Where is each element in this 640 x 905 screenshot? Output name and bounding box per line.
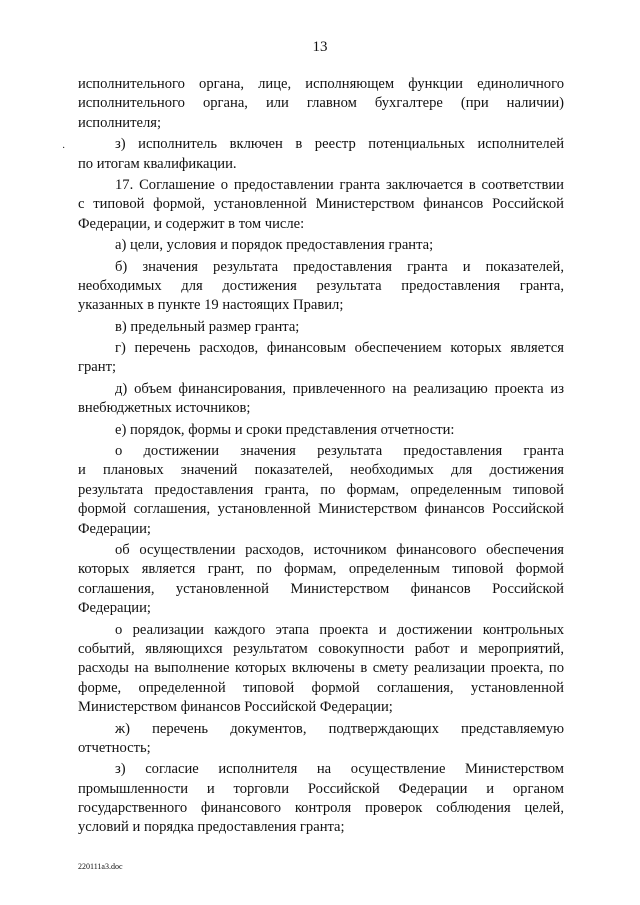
text-line: ж) перечень документов, подтверждающих представляемую: [115, 720, 564, 737]
text-line: и плановых значений показателей, необходимых для достижения: [78, 462, 564, 479]
text-line: исполнительного органа, лице, исполняющем функции единоличного: [78, 76, 564, 92]
margin-mark: ·: [62, 143, 66, 154]
footer-filename: 220111a3.doc: [78, 862, 123, 871]
text-line: событий, являющихся результатом совокупности работ и мероприятий,: [78, 640, 564, 657]
text-line: по итогам квалификации.: [78, 155, 237, 172]
text-line: г) перечень расходов, финансовым обеспечением которых является: [115, 340, 564, 357]
text-line: условий и порядка предоставления гранта;: [78, 819, 345, 836]
text-line: в) предельный размер гранта;: [115, 318, 300, 335]
text-line: е) порядок, формы и сроки представления отчетности:: [115, 421, 455, 438]
text-line: з) исполнитель включен в реестр потенциальных исполнителей: [115, 136, 564, 153]
text-line: результата предоставления гранта, по формам, определенным типовой: [78, 481, 564, 498]
text-line: б) значения результата предоставления гранта и показателей,: [115, 258, 564, 275]
text-line: исполнительного органа, или главном бухгалтере (при наличии): [78, 95, 564, 112]
text-line: исполнителя;: [78, 114, 162, 131]
text-line: государственного финансового контроля проверок соблюдения целей,: [78, 800, 564, 817]
text-line: форме, определенной типовой формой соглашения, установленной: [78, 679, 564, 696]
text-line: формой соглашения, установленной Министерством финансов Российской: [78, 501, 564, 518]
text-line: промышленности и торговли Российской Федерации и органом: [78, 780, 564, 797]
text-line: з) согласие исполнителя на осуществление Министерством: [115, 761, 564, 778]
text-line: а) цели, условия и порядок предоставления гранта;: [115, 237, 434, 254]
text-line: грант;: [78, 359, 117, 376]
text-line: об осуществлении расходов, источником финансового обеспечения: [115, 541, 564, 558]
text-line: которых является грант, по формам, определенным типовой формой: [78, 561, 564, 578]
text-line: с типовой формой, установленной Министерством финансов Российской: [78, 196, 564, 213]
text-line: Министерством финансов Российской Федерации;: [78, 699, 393, 716]
text-line: отчетность;: [78, 739, 151, 756]
text-line: необходимых для достижения результата предоставления гранта,: [78, 277, 564, 294]
text-line: Федерации;: [78, 520, 151, 537]
text-line: расходы на выполнение которых включены в смету реализации проекта, по: [78, 660, 564, 677]
text-line: соглашения, установленной Министерством финансов Российской: [78, 580, 564, 597]
document-body: [78, 75, 564, 838]
text-line: внебюджетных источников;: [78, 400, 251, 417]
text-line: Федерации, и содержит в том числе:: [78, 215, 305, 232]
text-line: указанных в пункте 19 настоящих Правил;: [78, 297, 344, 314]
text-line: о достижении значения результата предоставления гранта: [115, 443, 564, 460]
text-line: Федерации;: [78, 600, 151, 617]
text-line: 17. Соглашение о предоставлении гранта заключается в соответствии: [115, 176, 564, 193]
text-line: д) объем финансирования, привлеченного на реализацию проекта из: [115, 380, 564, 397]
page-number: 13: [312, 39, 328, 55]
text-line: о реализации каждого этапа проекта и достижении контрольных: [115, 621, 564, 638]
